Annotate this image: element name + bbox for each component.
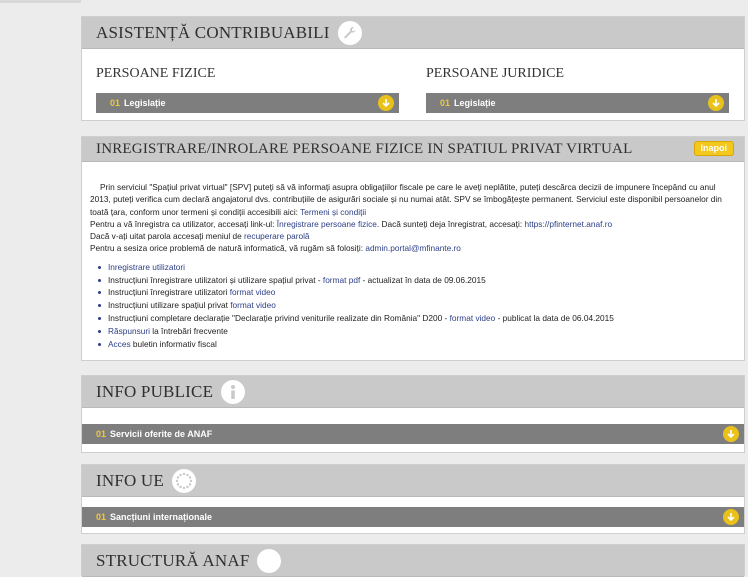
list-item: Instrucțiuni utilizare spațiul privat format video [108, 299, 736, 312]
servicii-anaf-bar[interactable] [82, 424, 744, 444]
format-video-link[interactable]: format video [230, 300, 276, 311]
spv-content [82, 163, 744, 350]
asistenta-title: ASISTENȚĂ CONTRIBUABILI [96, 22, 330, 42]
info-publice-header [82, 376, 744, 408]
back-button[interactable]: Inapoi [694, 141, 735, 156]
chevron-down-icon[interactable] [708, 95, 724, 111]
admin-email-link[interactable]: admin.portal@mfinante.ro [365, 243, 461, 254]
inregistrare-link[interactable]: Înregistrare persoane fizice [276, 218, 377, 229]
spv-header [82, 137, 744, 162]
raspunsuri-link[interactable]: Răspunsuri [108, 325, 150, 336]
info-ue-header [82, 465, 744, 497]
structura-header [82, 545, 744, 577]
info-publice-panel [81, 375, 745, 453]
list-item: Instrucțiuni completare declarație "Declarație privind veniturile realizate din România" D200 - format video - publicat la data de 06.04.2015 [108, 312, 736, 325]
info-ue-title: INFO UE [96, 470, 164, 490]
main-content [81, 0, 748, 570]
legislatie-juridice-bar[interactable] [426, 93, 729, 113]
legislatie-fizice-bar[interactable] [96, 93, 399, 113]
legislatie-fizice-label: Legislație [124, 98, 166, 108]
chevron-down-icon[interactable] [723, 426, 739, 442]
eu-stars-icon [172, 469, 196, 493]
spv-title: INREGISTRARE/INROLARE PERSOANE FIZICE IN SPATIUL PRIVAT VIRTUAL [96, 140, 633, 157]
legislatie-juridice-label: Legislație [454, 98, 496, 108]
format-video-link[interactable]: format video [229, 287, 276, 298]
structure-icon [257, 549, 281, 573]
spv-password-line [90, 230, 736, 242]
register-text-2: . Dacă sunteți deja înregistrat, accesați: [376, 218, 523, 229]
termeni-link[interactable]: Termeni și condiții [300, 206, 367, 217]
list-item [108, 261, 736, 274]
chevron-down-icon[interactable] [378, 95, 394, 111]
item-number: 01 [96, 512, 107, 522]
info-publice-title: INFO PUBLICE [96, 381, 214, 401]
list-item: Instrucțiuni înregistrare utilizatori și utilizare spațiul privat - format pdf - actualizat în data de 09.06.2015 [108, 274, 736, 287]
structura-title: STRUCTURĂ ANAF [96, 550, 250, 570]
item-number: 01 [110, 98, 121, 108]
sanctiuni-label: Sancțiuni internaționale [110, 512, 213, 522]
inregistrare-utilizatori-link[interactable]: Inregistrare utilizatori [108, 261, 186, 272]
spv-intro [90, 181, 736, 218]
password-text: Dacă v-ați uitat parola accesați meniul de [90, 231, 242, 242]
spv-register-line [90, 218, 736, 230]
sanctiuni-bar[interactable] [82, 507, 744, 527]
chevron-down-icon[interactable] [723, 509, 739, 525]
register-text: Pentru a vă înregistra ca utilizator, accesați link-ul: [90, 218, 275, 229]
spv-resource-list [90, 261, 736, 351]
acces-link[interactable]: Acces [108, 338, 131, 349]
info-ue-panel [81, 464, 745, 534]
list-item: Acces buletin informativ fiscal [108, 338, 736, 351]
format-pdf-link[interactable]: format pdf [322, 274, 361, 285]
support-text: Pentru a sesiza orice problemă de natură informatică, vă rugăm să folosiți: [90, 243, 364, 254]
format-video-link[interactable]: format video [449, 312, 496, 323]
list-item: Răspunsuri la întrebări frecvente [108, 325, 736, 338]
item-number: 01 [440, 98, 451, 108]
servicii-anaf-label: Servicii oferite de ANAF [110, 429, 213, 439]
structura-panel [81, 544, 745, 576]
spv-support-line [90, 242, 736, 254]
persoane-juridice-label: PERSOANE JURIDICE [426, 66, 565, 81]
spv-intro-text: Prin serviciul "Spațiul privat virtual" [SPV] puteți să vă informați asupra obligațiilor fiscale pe care le aveți neplătite, puteți descărca decizii de impunere începând cu anul 2013, puteți verifica cum declară angajatorul dvs. contribuțiile de asigurări sociale și nu numai atât. SPV se îmbogățește permanent. Serviciul este disponibil persoanelor din toată țara, conform unor termeni și condiții accesibili aici: [90, 182, 722, 217]
asistenta-header [82, 17, 744, 49]
info-icon [221, 380, 245, 404]
wrench-icon [338, 21, 362, 45]
persoane-fizice-label: PERSOANE FIZICE [96, 66, 216, 81]
recuperare-parola-link[interactable]: recuperare parolă [244, 231, 310, 242]
spv-panel [81, 136, 745, 361]
list-item: Instrucțiuni înregistrare utilizatori format video [108, 286, 736, 299]
item-number: 01 [96, 429, 107, 439]
asistenta-panel [81, 16, 745, 121]
pfinternet-link[interactable]: https://pfinternet.anaf.ro [524, 218, 613, 229]
